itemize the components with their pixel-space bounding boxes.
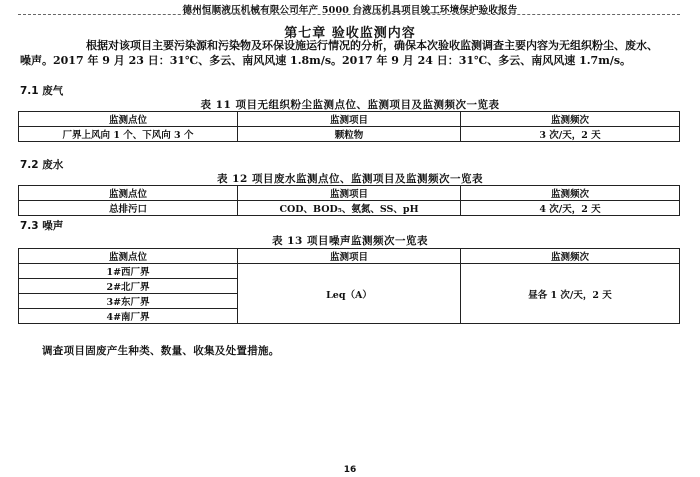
closing-sentence: 调查项目固废产生种类、数量、收集及处置措施。 [42, 345, 280, 357]
header-cell: 监测项目 [238, 112, 461, 127]
table-row [19, 127, 680, 142]
table-cell: 3 次/天，2 天 [461, 127, 680, 142]
chapter-title: 第七章 验收监测内容 [284, 26, 416, 41]
table-cell: 昼各 1 次/天，2 天 [461, 264, 680, 324]
table-header-row [19, 186, 680, 201]
table-11-caption: 表 11 项目无组织粉尘监测点位、监测项目及监测频次一览表 [200, 99, 500, 111]
table-cell: 厂界上风向 1 个、下风向 3 个 [19, 127, 238, 142]
header-cell: 监测点位 [19, 112, 238, 127]
table-12 [18, 185, 680, 216]
header-cell: 监测点位 [19, 186, 238, 201]
page-number: 16 [343, 465, 357, 475]
table-header-row [19, 112, 680, 127]
section-7-3-heading: 7.3 噪声 [20, 220, 64, 232]
table-cell: 2#北厂界 [19, 279, 238, 294]
table-cell: 总排污口 [19, 201, 238, 216]
table-row [19, 264, 680, 279]
header-cell: 监测频次 [461, 186, 680, 201]
table-11 [18, 111, 680, 142]
table-13-caption: 表 13 项目噪声监测频次一览表 [272, 235, 428, 247]
table-cell: Leq（A） [238, 264, 461, 324]
table-cell: 3#东厂界 [19, 294, 238, 309]
table-cell: COD、BOD₅、氨氮、SS、pH [238, 201, 461, 216]
table-12-caption: 表 12 项目废水监测点位、监测项目及监测频次一览表 [217, 173, 483, 185]
section-7-1-heading: 7.1 废气 [20, 85, 64, 97]
header-cell: 监测项目 [238, 249, 461, 264]
header-divider [18, 14, 680, 15]
table-cell: 1#西厂界 [19, 264, 238, 279]
header-cell: 监测项目 [238, 186, 461, 201]
table-cell: 颗粒物 [238, 127, 461, 142]
table-row [19, 201, 680, 216]
intro-paragraph: 根据对该项目主要污染源和污染物及环保设施运行情况的分析，确保本次验收监测调查主要内容为无组织粉尘、废水、噪声。2017 年 9 月 23 日：31℃、多云、南风风速 1.8m/s。2017 年 9 月 24 日：31℃、多云、南风风速 1.7m/s。 [20, 39, 658, 67]
table-header-row [19, 249, 680, 264]
section-7-2-heading: 7.2 废水 [20, 159, 64, 171]
page-header: 德州恒顺液压机械有限公司年产 5000 台液压机具项目竣工环境保护验收报告 [182, 5, 518, 16]
table-cell: 4#南厂界 [19, 309, 238, 324]
table-cell: 4 次/天，2 天 [461, 201, 680, 216]
header-cell: 监测频次 [461, 112, 680, 127]
header-cell: 监测频次 [461, 249, 680, 264]
table-13 [18, 248, 680, 324]
header-cell: 监测点位 [19, 249, 238, 264]
